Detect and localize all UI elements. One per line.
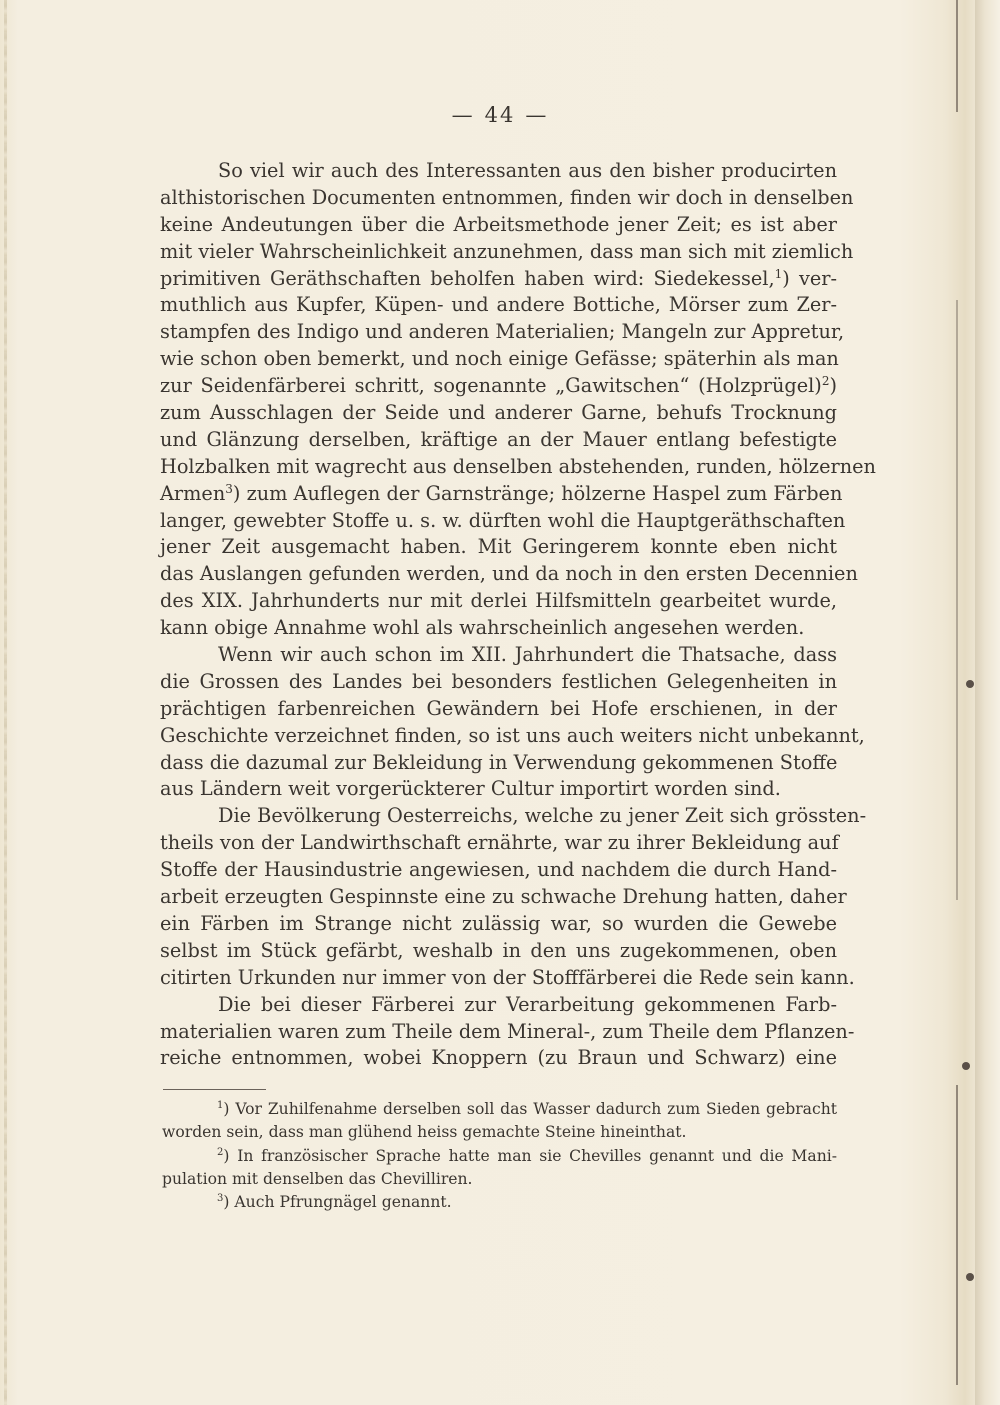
binding-line [956,0,958,112]
footnote-mark: 3 [217,1193,224,1205]
text-line: Geschichte verzeichnet finden, so ist uns auch weiters nicht unbekannt, [160,723,865,747]
text-line: zur Seidenfärberei schritt, sogenannte „Gawitschen“ (Holzprügel)$^2$) [160,374,837,398]
text-line: Holzbalken mit wagrecht aus denselben abstehenden, runden, hölzernen [160,454,876,478]
text-line: muthlich aus Kupfer, Küpen- und andere Bottiche, Mörser zum Zer- [160,293,837,317]
footnote-ref: 2 [821,374,830,389]
page-binding-edge [975,0,1000,1405]
page-number-dash-right: — [525,103,549,127]
text-line: langer, gewebter Stoffe u. s. w. dürften wohl die Hauptgeräthschaften [160,508,846,532]
footnote-text: In französischer Sprache hatte man sie Chevilles genannt und die Mani- [237,1146,837,1165]
footnote-mark: 1 [217,1100,224,1111]
footnote-ref: 1 [774,266,783,281]
footnote-text: Vor Zuhilfenahme derselben soll das Wasser dadurch zum Sieden gebracht [235,1100,838,1118]
text-line: mit vieler Wahrscheinlichkeit anzunehmen, dass man sich mit ziemlich [160,239,854,263]
footnote-line: $^2$) In französischer Sprache hatte man sie Chevilles genannt und die Mani- [217,1146,837,1165]
body-text [160,158,876,1072]
text-segment: zum Auflegen der Garnstränge; hölzerne Haspel zum Färben [246,481,843,505]
footnote-line: worden sein, dass man glühend heiss gemachte Steine hineinthat. [162,1123,687,1142]
text-line: althistorischen Documenten entnommen, finden wir doch in denselben [160,185,854,209]
text-line: ein Färben im Strange nicht zulässig war, so wurden die Gewebe [160,911,837,935]
binding-line [956,300,958,900]
footnote-ref: 3 [225,481,233,496]
text-line: So viel wir auch des Interessanten aus den bisher producirten [218,159,837,182]
binding-line [956,1085,958,1385]
text-line: wie schon oben bemerkt, und noch einige Gefässe; späterhin als man [160,347,839,371]
binding-mark [966,1273,974,1281]
text-line: reiche entnommen, wobei Knoppern (zu Braun und Schwarz) eine [160,1046,837,1070]
page-left-edge [4,0,7,1405]
page-number-dash-left: — [451,103,475,127]
text-line: prächtigen farbenreichen Gewändern bei Hofe erschienen, in der [160,696,837,720]
text-line: citirten Urkunden nur immer von der Stofffärberei die Rede sein kann. [160,965,855,989]
text-line: primitiven Geräthschaften beholfen haben wird: Siedekessel,$^1$) ver- [160,266,837,290]
text-segment: Armen [160,481,226,505]
text-line: Stoffe der Hausindustrie angewiesen, und nachdem die durch Hand- [160,858,837,882]
text-line: kann obige Annahme wohl als wahrscheinlich angesehen werden. [160,616,805,640]
text-line: materialien waren zum Theile dem Mineral-, zum Theile dem Pflanzen- [160,1019,855,1043]
text-line: Die bei dieser Färberei zur Verarbeitung gekommenen Farb- [218,992,837,1016]
text-line: selbst im Stück gefärbt, weshalb in den uns zugekommenen, oben [160,938,837,962]
text-line: stampfen des Indigo und anderen Materialien; Mangeln zur Appretur, [160,320,845,344]
footnotes [162,1098,837,1214]
text-line: jener Zeit ausgemacht haben. Mit Geringerem konnte eben nicht [160,535,837,559]
text-line: das Auslangen gefunden werden, und da noch in den ersten Decennien [160,562,858,586]
text-line: des XIX. Jahrhunderts nur mit derlei Hilfsmitteln gearbeitet wurde, [160,589,837,613]
text-segment: primitiven Geräthschaften beholfen haben wird: Siedekessel, [160,266,775,290]
text-line: zum Ausschlagen der Seide und anderer Garne, behufs Trocknung [160,401,837,425]
text-line: dass die dazumal zur Bekleidung in Verwendung gekommenen Stoffe [160,750,838,774]
text-line: Die Bevölkerung Oesterreichs, welche zu jener Zeit sich grössten- [218,804,867,828]
text-line: Wenn wir auch schon im XII. Jahrhundert die Thatsache, dass [218,643,837,667]
text-line: Armen$^3$) zum Auflegen der Garnstränge; hölzerne Haspel zum Färben [160,481,843,505]
binding-mark [966,680,974,688]
page-number [0,103,1000,127]
text-line: und Glänzung derselben, kräftige an der Mauer entlang befestigte [160,427,837,451]
footnote-line: $^1$) Vor Zuhilfenahme derselben soll das Wasser dadurch zum Sieden gebracht [217,1100,838,1118]
footnote-line: $^3$) Auch Pfrungnägel genannt. [217,1193,452,1212]
text-segment: ver- [798,266,837,290]
binding-mark [962,1062,970,1070]
text-segment: zur Seidenfärberei schritt, sogenannte „Gawitschen“ (Holzprügel) [160,374,822,398]
footnote-line: pulation mit denselben das Chevilliren. [162,1169,473,1188]
text-line: die Grossen des Landes bei besonders festlichen Gelegenheiten in [160,669,837,693]
text-line: keine Andeutungen über die Arbeitsmethode jener Zeit; es ist aber [160,212,837,236]
footnote-text: Auch Pfrungnägel genannt. [234,1193,452,1212]
text-line: arbeit erzeugten Gespinnste eine zu schwache Drehung hatten, daher [160,885,847,909]
page-number-value: 44 [484,103,516,127]
text-line: theils von der Landwirthschaft ernährte, war zu ihrer Bekleidung auf [160,831,839,855]
text-line: aus Ländern weit vorgerückterer Cultur importirt worden sind. [160,777,781,801]
footnote-mark: 2 [217,1146,224,1158]
footnote-rule [163,1089,266,1090]
